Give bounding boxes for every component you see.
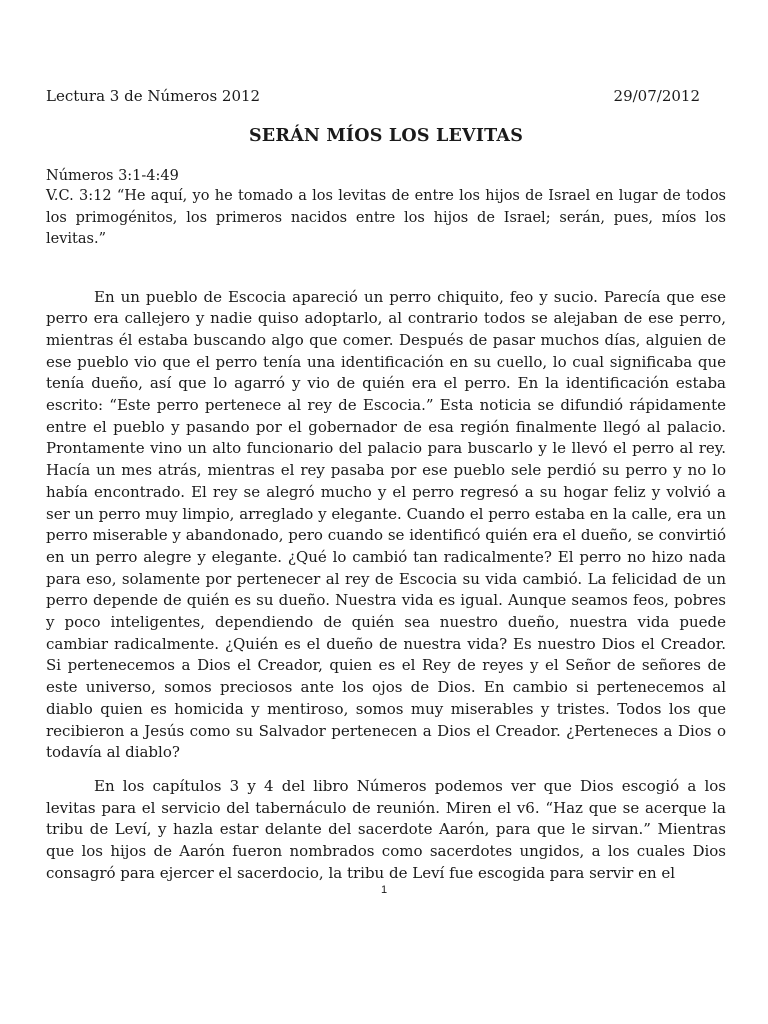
document-date: 29/07/2012 [613,87,700,105]
document-title: SERÁN MÍOS LOS LEVITAS [248,126,524,146]
scripture-reference: Números 3:1-4:49 [46,168,179,184]
key-verse: V.C. 3:12 “He aquí, yo he tomado a los levitas de entre los hijos de Israel en lugar de todos los primogénitos, los primeros nacidos entre los hijos de Israel; serán, pues, míos los levitas.” [46,188,726,247]
lecture-label: Lectura 3 de Números 2012 [46,87,261,105]
document-header [46,86,700,106]
document-page [46,86,726,884]
page-number: 1 [380,884,388,896]
body-paragraph-2: En los capítulos 3 y 4 del libro Números podemos ver que Dios escogió a los levitas para el servicio del tabernáculo de reunión. Miren el v6. “Haz que se acerque la tribu de Leví, y hazla estar delante del sacerdote Aarón, para que le sirvan.” Mientras que los hijos de Aarón fueron nombrados como sacerdotes ungidos, a los cuales Dios consagró para ejercer el sacerdocio, la tribu de Leví fue escogida para servir en el [46,776,726,882]
body-paragraph-1: En un pueblo de Escocia apareció un perro chiquito, feo y sucio. Parecía que ese perro era callejero y nadie quiso adoptarlo, al contrario todos se alejaban de ese perro, mientras él estaba buscando algo que comer. Después de pasar muchos días, alguien de ese pueblo vio que el perro tenía una identificación en su cuello, lo cual significaba que tenía dueño, así que lo agarró y vio de quién era el perro. En la identificación estaba escrito: “Este perro pertenece al rey de Escocia.” Esta noticia se difundió rápidamente entre el pueblo y pasando por el gobernador de esa región finalmente llegó al palacio. Prontamente vino un alto funcionario del palacio para buscarlo y le llevó el perro al rey. Hacía un mes atrás, mientras el rey pasaba por ese pueblo sele perdió su perro y no lo había encontrado. El rey se alegró mucho y el perro regresó a su hogar feliz y volvió a ser un perro muy limpio, arreglado y elegante. Cuando el perro estaba en la calle, era un perro miserable y abandonado, pero cuando se identificó quién era el dueño, se convirtió en un perro alegre y elegante. ¿Qué lo cambió tan radicalmente? El perro no hizo nada para eso, solamente por pertenecer al rey de Escocia su vida cambió. La felicidad de un perro depende de quién es su dueño. Nuestra vida es igual. Aunque seamos feos, pobres y poco inteligentes, dependiendo de quién sea nuestro dueño, nuestra vida puede cambiar radicalmente. ¿Quién es el dueño de nuestra vida? Es nuestro Dios el Creador. Si pertenecemos a Dios el Creador, quien es el Rey de reyes y el Señor de señores de este universo, somos preciosos ante los ojos de Dios. En cambio si pertenecemos al diablo quien es homicida y mentiroso, somos muy miserables y tristes. Todos los que recibieron a Jesús como su Salvador pertenecen a Dios el Creador. ¿Perteneces a Dios o todavía al diablo? [46,287,726,762]
